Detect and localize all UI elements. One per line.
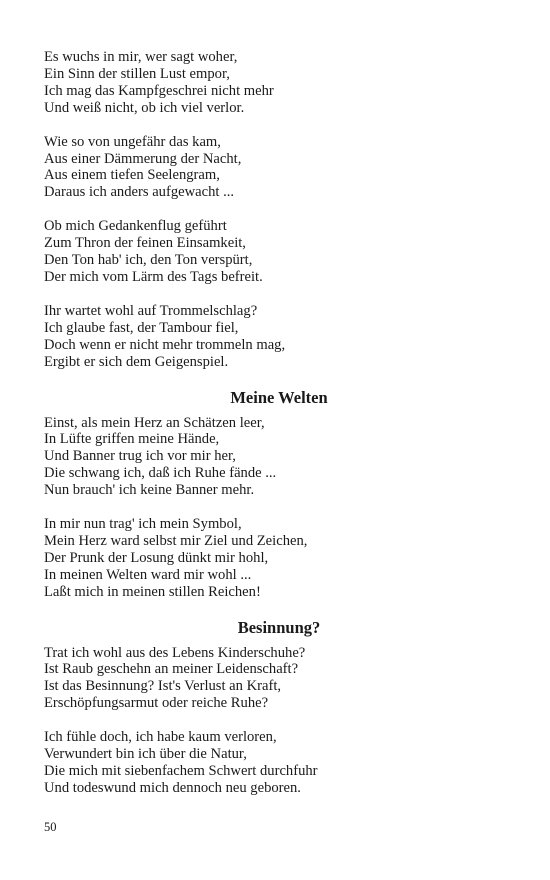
stanza — [44, 415, 514, 500]
verse-line: Die schwang ich, daß ich Ruhe fände ... — [44, 465, 277, 482]
verse-line: Einst, als mein Herz an Schätzen leer, — [44, 414, 265, 431]
verse-line: Daraus ich anders aufgewacht ... — [44, 184, 235, 201]
verse-line: Ich mag das Kampfgeschrei nicht mehr — [44, 82, 274, 99]
verse-line: Aus einer Dämmerung der Nacht, — [44, 150, 242, 167]
verse-line: Mein Herz ward selbst mir Ziel und Zeichen, — [44, 532, 308, 549]
verse-line: Ob mich Gedankenflug geführt — [44, 218, 227, 235]
stanza — [44, 729, 514, 797]
stanza — [44, 516, 514, 601]
verse-line: In Lüfte griffen meine Hände, — [44, 431, 220, 448]
stanza — [44, 303, 514, 371]
verse-line: Ist das Besinnung? Ist's Verlust an Kraft, — [44, 678, 282, 695]
verse-line: Wie so von ungefähr das kam, — [44, 133, 221, 150]
verse-line: Und Banner trug ich vor mir her, — [44, 448, 236, 465]
verse-line: Aus einem tiefen Seelengram, — [44, 167, 220, 184]
poem-title: Besinnung? — [237, 617, 321, 637]
verse-line: Ergibt er sich dem Geigenspiel. — [44, 353, 229, 370]
poem-title: Meine Welten — [230, 387, 328, 407]
verse-line: Laßt mich in meinen stillen Reichen! — [44, 583, 261, 600]
verse-line: Die mich mit siebenfachem Schwert durchfuhr — [44, 763, 318, 779]
verse-line: Erschöpfungsarmut oder reiche Ruhe? — [44, 695, 269, 712]
verse-line: Der mich vom Lärm des Tags befreit. — [44, 268, 263, 285]
verse-line: Trat ich wohl aus des Lebens Kinderschuhe? — [44, 644, 306, 661]
book-page — [44, 49, 514, 814]
verse-line: Nun brauch' ich keine Banner mehr. — [44, 482, 255, 499]
stanza — [44, 49, 514, 117]
verse-line: Ein Sinn der stillen Lust empor, — [44, 65, 230, 82]
verse-line: Ist Raub geschehn an meiner Leidenschaft? — [44, 661, 299, 678]
poem-meine-welten — [44, 388, 514, 601]
stanza — [44, 645, 514, 713]
verse-line: Ihr wartet wohl auf Trommelschlag? — [44, 302, 258, 319]
poem-besinnung — [44, 618, 514, 797]
poem-1 — [44, 49, 514, 371]
verse-line: Verwundert bin ich über die Natur, — [44, 746, 247, 763]
verse-line: Ich glaube fast, der Tambour fiel, — [44, 319, 239, 336]
verse-line: Der Prunk der Losung dünkt mir hohl, — [44, 549, 269, 566]
verse-line: Zum Thron der feinen Einsamkeit, — [44, 235, 246, 252]
verse-line: In mir nun trag' ich mein Symbol, — [44, 516, 242, 533]
stanza — [44, 218, 514, 286]
verse-line: Doch wenn er nicht mehr trommeln mag, — [44, 336, 286, 353]
verse-line: Es wuchs in mir, wer sagt woher, — [44, 49, 238, 65]
verse-line: In meinen Welten ward mir wohl ... — [44, 566, 252, 583]
verse-line: Den Ton hab' ich, den Ton verspürt, — [44, 252, 253, 269]
verse-line: Und todeswund mich dennoch neu geboren. — [44, 779, 301, 796]
verse-line: Und weiß nicht, ob ich viel verlor. — [44, 99, 245, 116]
stanza — [44, 134, 514, 202]
page-number: 50 — [44, 820, 57, 834]
verse-line: Ich fühle doch, ich habe kaum verloren, — [44, 729, 277, 746]
